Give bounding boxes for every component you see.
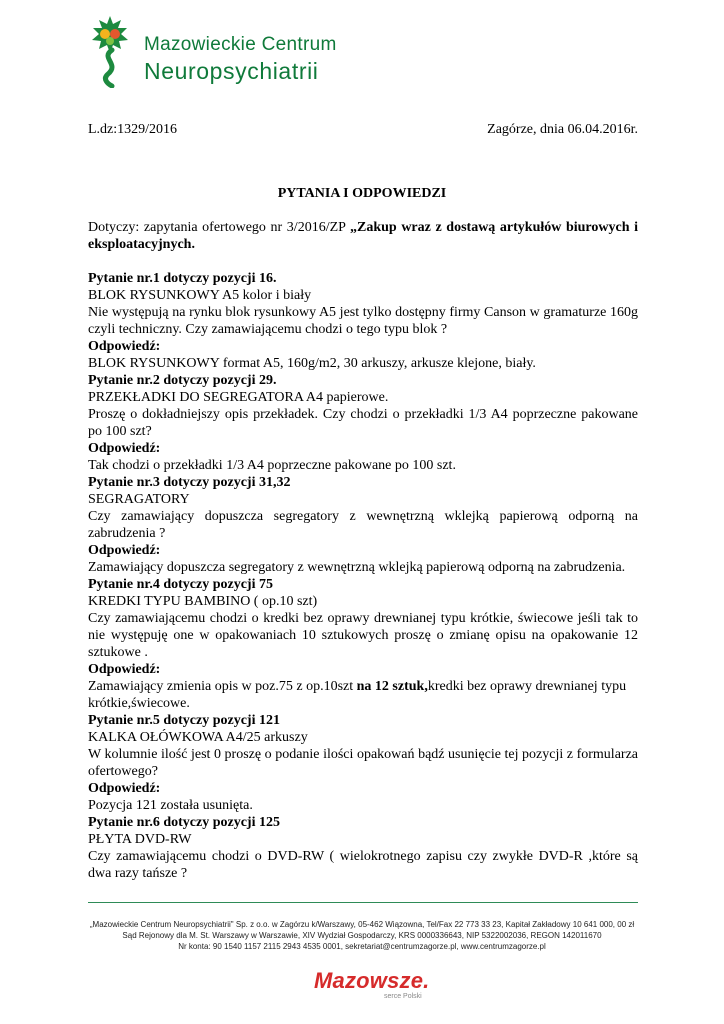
mazowsze-logo-subtitle: serce Polski	[384, 993, 422, 1000]
place-and-date: Zagórze, dnia 06.04.2016r.	[487, 122, 638, 137]
logo-text-line2: Neuropsychiatrii	[144, 58, 319, 84]
question-item: BLOK RYSUNKOWY A5 kolor i biały	[88, 288, 312, 303]
answer-text: Zamawiający dopuszcza segregatory z wewnętrzną wklejką papierową odporną na zabrudzenia.	[88, 560, 626, 575]
question-text: Czy zamawiający dopuszcza segregatory z wewnętrzną wklejką papierową odporną na zabrudzenia ?	[88, 509, 638, 541]
question-item: PŁYTA DVD-RW	[88, 832, 192, 847]
question-heading: Pytanie nr.4 dotyczy pozycji 75	[88, 577, 273, 592]
question-heading: Pytanie nr.3 dotyczy pozycji 31,32	[88, 475, 291, 490]
question-item: KALKA OŁÓWKOWA A4/25 arkuszy	[88, 730, 308, 745]
answer-heading: Odpowiedź:	[88, 543, 161, 558]
footer-line: „Mazowieckie Centrum Neuropsychiatrii" Sp. z o.o. w Zagórzu k/Warszawy, 05-462 Wiązowna, Tel/Fax 22 773 33 23, Kapitał Zakładowy 10 641 000, 00 zł	[89, 920, 635, 929]
answer-text: Pozycja 121 została usunięta.	[88, 798, 253, 813]
footer-divider	[88, 902, 638, 903]
answer-text-part: Zamawiający zmienia opis w poz.75 z op.10szt	[88, 679, 357, 694]
answer-text	[88, 678, 638, 712]
question-text: Czy zamawiającemu chodzi o DVD-RW ( wielokrotnego zapisu czy zwykłe DVD-R ,które są dwa razy tańsze ?	[88, 849, 638, 881]
question-item: PRZEKŁADKI DO SEGREGATORA A4 papierowe.	[88, 390, 389, 405]
answer-text-bold: na 12 sztuk,	[356, 679, 428, 694]
subject-prefix: Dotyczy: zapytania ofertowego nr 3/2016/ZP	[88, 220, 351, 235]
question-text: Proszę o dokładniejszy opis przekładek. Czy chodzi o przekładki 1/3 A4 poprzeczne pakowane po 100 szt?	[88, 407, 638, 439]
subject-line	[88, 219, 638, 253]
question-heading: Pytanie nr.2 dotyczy pozycji 29.	[88, 373, 277, 388]
question-text: W kolumnie ilość jest 0 proszę o podanie ilości opakowań bądź usunięcie tej pozycji z formularza ofertowego?	[88, 747, 638, 779]
answer-text: BLOK RYSUNKOWY format A5, 160g/m2, 30 arkuszy, arkusze klejone, biały.	[88, 356, 536, 371]
question-item: KREDKI TYPU BAMBINO ( op.10 szt)	[88, 594, 318, 609]
question-item: SEGRAGATORY	[88, 492, 190, 507]
answer-heading: Odpowiedź:	[88, 441, 161, 456]
answer-heading: Odpowiedź:	[88, 662, 161, 677]
clover-logo-icon	[86, 14, 134, 88]
question-heading: Pytanie nr.1 dotyczy pozycji 16.	[88, 271, 277, 286]
footer	[80, 919, 644, 952]
answer-heading: Odpowiedź:	[88, 781, 161, 796]
question-text: Czy zamawiającemu chodzi o kredki bez oprawy drewnianej typu krótkie, świecowe jeśli tak to nie występuję one w opakowaniach 10 sztukowych proszę o zmianę opisu na opakowanie 12 sztukowe .	[88, 611, 638, 660]
answer-text-part: kredki bez oprawy drewnianej typu krótkie,świecowe.	[88, 679, 627, 711]
answer-heading: Odpowiedź:	[88, 339, 161, 354]
mazowsze-logo	[300, 968, 430, 1008]
question-text: Nie występują na rynku blok rysunkowy A5 jest tylko dostępny firmy Canson w gramaturze 160g czyli techniczny. Czy zamawiającemu chodzi o tego typu blok ?	[88, 305, 638, 337]
logo-text-line1: Mazowieckie Centrum	[144, 34, 337, 55]
document-title: PYTANIA I ODPOWIEDZI	[277, 186, 447, 201]
answer-text: Tak chodzi o przekładki 1/3 A4 poprzeczne pakowane po 100 szt.	[88, 458, 456, 473]
mazowsze-logo-text: Mazowsze.	[314, 968, 430, 993]
subject-title: „Zakup wraz z dostawą artykułów biurowych i eksploatacyjnych.	[88, 220, 638, 252]
question-heading: Pytanie nr.6 dotyczy pozycji 125	[88, 815, 280, 830]
footer-line: Sąd Rejonowy dla M. St. Warszawy w Warszawie, XIV Wydział Gospodarczy, KRS 0000336643, NIP 5322002036, REGON 142011670	[122, 931, 602, 940]
footer-line: Nr konta: 90 1540 1157 2115 2943 4535 0001, sekretariat@centrumzagorze.pl, www.centrumzagorze.pl	[178, 942, 546, 951]
document-body	[88, 219, 638, 882]
organization-logo	[86, 14, 386, 92]
reference-number: L.dz:1329/2016	[88, 122, 178, 137]
question-heading: Pytanie nr.5 dotyczy pozycji 121	[88, 713, 280, 728]
